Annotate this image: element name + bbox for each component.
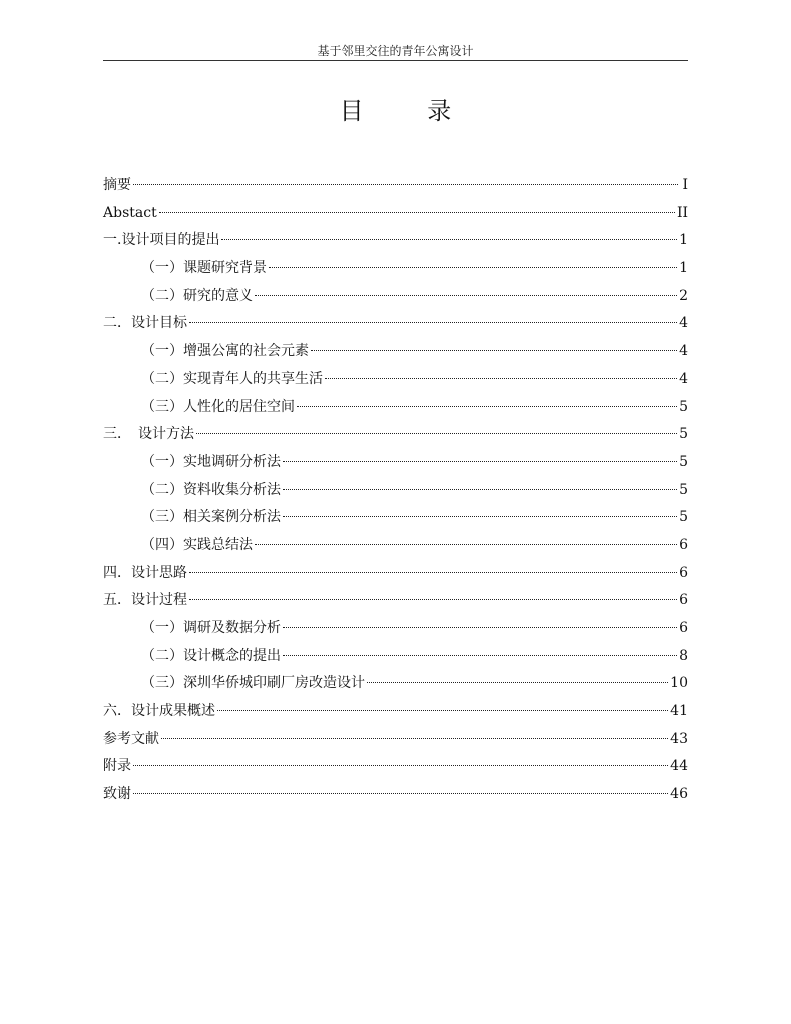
toc-entry[interactable] — [103, 227, 688, 255]
toc-entry-page-number: 43 — [670, 730, 688, 747]
toc-entry-label: 二．设计目标 — [103, 315, 187, 332]
toc-entry[interactable] — [103, 338, 688, 366]
toc-entry-label: （二）实现青年人的共享生活 — [141, 370, 323, 387]
toc-entry[interactable] — [103, 643, 688, 671]
toc-entry-page-number: 44 — [670, 758, 688, 775]
toc-dot-leader — [255, 544, 677, 545]
toc-entry[interactable] — [103, 200, 688, 228]
toc-entry-label: 附录 — [103, 758, 131, 775]
toc-entry[interactable] — [103, 670, 688, 698]
toc-entry-label: （二）研究的意义 — [141, 287, 253, 304]
toc-dot-leader — [367, 682, 668, 683]
toc-dot-leader — [255, 295, 677, 296]
toc-dot-leader — [269, 267, 677, 268]
toc-entry-page-number: 5 — [679, 426, 688, 443]
toc-entry-label: 致谢 — [103, 786, 131, 803]
toc-entry-label: （一）课题研究背景 — [141, 260, 267, 277]
toc-dot-leader — [283, 489, 677, 490]
toc-dot-leader — [133, 184, 678, 185]
toc-dot-leader — [283, 627, 677, 628]
toc-dot-leader — [297, 406, 677, 407]
toc-entry-label: （一）增强公寓的社会元素 — [141, 343, 309, 360]
toc-entry-page-number: 41 — [670, 703, 688, 720]
toc-dot-leader — [311, 350, 677, 351]
toc-entry-page-number: 6 — [679, 592, 688, 609]
toc-entry-page-number: 5 — [679, 398, 688, 415]
toc-entry-page-number: 4 — [679, 343, 688, 360]
toc-entry[interactable] — [103, 310, 688, 338]
toc-entry-label: 参考文献 — [103, 730, 159, 747]
toc-entry-label: 四．设计思路 — [103, 564, 187, 581]
toc-entry[interactable] — [103, 172, 688, 200]
toc-dot-leader — [133, 765, 668, 766]
toc-entry[interactable] — [103, 532, 688, 560]
toc-entry-page-number: 4 — [679, 370, 688, 387]
toc-entry-page-number: I — [682, 177, 688, 193]
toc-dot-leader — [217, 710, 668, 711]
toc-entry[interactable] — [103, 255, 688, 283]
toc-entry-label: （二）设计概念的提出 — [141, 647, 281, 664]
toc-entry-label: Abstact — [103, 204, 157, 221]
table-of-contents — [103, 172, 688, 809]
toc-entry-label: （一）实地调研分析法 — [141, 453, 281, 470]
toc-dot-leader — [196, 433, 677, 434]
toc-entry[interactable] — [103, 560, 688, 588]
toc-entry-page-number: 10 — [670, 675, 688, 692]
toc-entry[interactable] — [103, 421, 688, 449]
toc-entry-label: 摘要 — [103, 177, 131, 193]
toc-entry-page-number: 5 — [679, 453, 688, 470]
toc-dot-leader — [221, 239, 677, 240]
toc-entry[interactable] — [103, 698, 688, 726]
toc-entry-label: 六．设计成果概述 — [103, 703, 215, 720]
toc-dot-leader — [325, 378, 677, 379]
toc-entry[interactable] — [103, 449, 688, 477]
toc-dot-leader — [189, 572, 677, 573]
toc-entry-page-number: 6 — [679, 536, 688, 553]
toc-entry[interactable] — [103, 781, 688, 809]
toc-entry-label: （三）深圳华侨城印刷厂房改造设计 — [141, 675, 365, 692]
toc-entry[interactable] — [103, 366, 688, 394]
toc-entry-label: 一.设计项目的提出 — [103, 232, 220, 249]
toc-entry-label: 三． 设计方法 — [103, 426, 194, 443]
toc-entry[interactable] — [103, 504, 688, 532]
toc-entry-label: 五．设计过程 — [103, 592, 187, 609]
toc-dot-leader — [283, 461, 677, 462]
toc-entry-page-number: 6 — [679, 564, 688, 581]
toc-entry[interactable] — [103, 477, 688, 505]
toc-entry[interactable] — [103, 394, 688, 422]
toc-title: 目 录 — [339, 97, 480, 125]
toc-dot-leader — [161, 738, 668, 739]
toc-entry-label: （三）相关案例分析法 — [141, 509, 281, 526]
toc-dot-leader — [283, 655, 677, 656]
toc-entry-label: （一）调研及数据分析 — [141, 620, 281, 636]
toc-entry[interactable] — [103, 283, 688, 311]
toc-entry-page-number: 5 — [679, 509, 688, 526]
toc-dot-leader — [189, 599, 677, 600]
toc-entry[interactable] — [103, 587, 688, 615]
toc-entry-label: （三）人性化的居住空间 — [141, 398, 295, 415]
toc-dot-leader — [133, 793, 668, 794]
toc-entry-label: （二）资料收集分析法 — [141, 481, 281, 498]
running-header-title: 基于邻里交往的青年公寓设计 — [317, 44, 474, 58]
toc-entry-page-number: 46 — [670, 786, 688, 803]
toc-entry-label: （四）实践总结法 — [141, 536, 253, 553]
running-header — [103, 44, 688, 61]
toc-dot-leader — [283, 516, 677, 517]
toc-entry-page-number: 1 — [679, 232, 688, 249]
toc-entry-page-number: 5 — [679, 481, 688, 498]
toc-entry-page-number: 1 — [679, 260, 688, 277]
toc-entry[interactable] — [103, 615, 688, 643]
toc-entry-page-number: 6 — [679, 620, 688, 636]
toc-dot-leader — [159, 212, 675, 213]
toc-entry-page-number: II — [676, 204, 688, 221]
toc-entry[interactable] — [103, 726, 688, 754]
toc-dot-leader — [189, 322, 677, 323]
toc-entry-page-number: 2 — [679, 287, 688, 304]
toc-entry[interactable] — [103, 753, 688, 781]
toc-entry-page-number: 4 — [679, 315, 688, 332]
toc-entry-page-number: 8 — [679, 647, 688, 664]
